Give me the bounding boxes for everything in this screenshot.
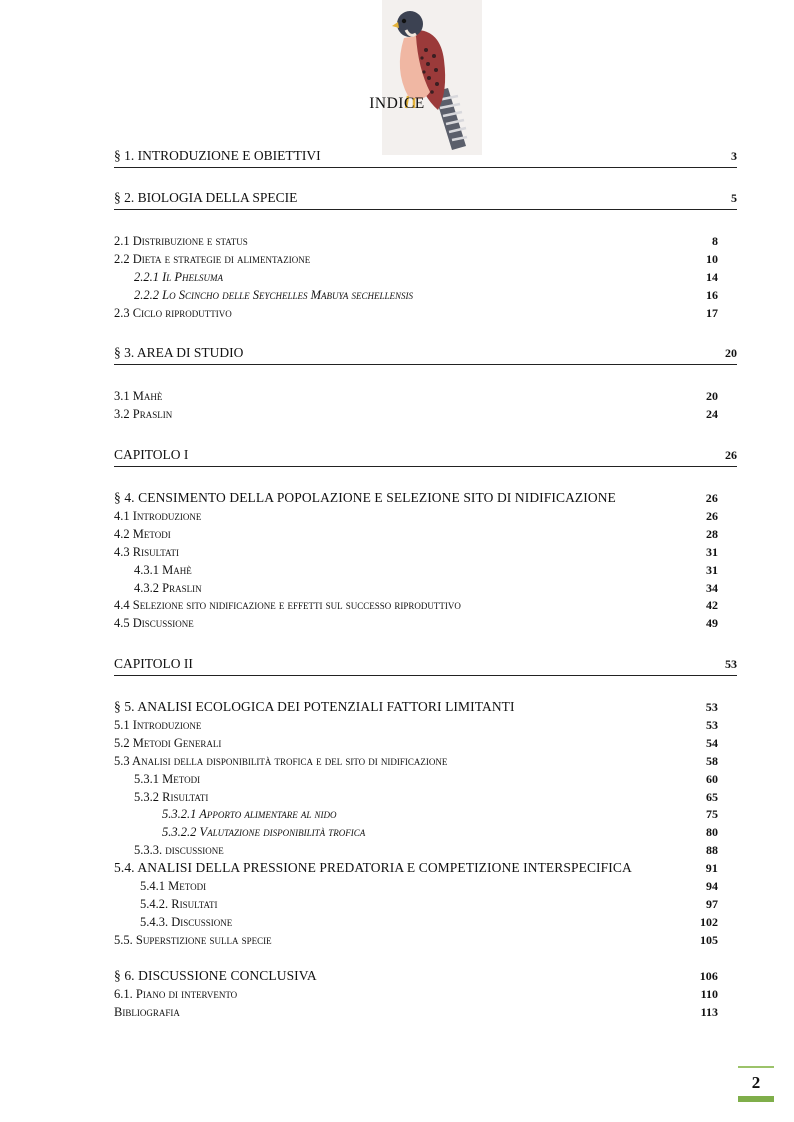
toc-entry-4-2[interactable]: 4.2 Metodi 28 <box>114 527 718 541</box>
toc-entry-5-4-2[interactable]: 5.4.2. Risultati 97 <box>140 897 718 911</box>
toc-entry-section-5[interactable]: § 5. ANALISI ECOLOGICA DEI POTENZIALI FATTORI LIMITANTI 53 <box>114 699 718 714</box>
toc-entry-bibliography[interactable]: Bibliografia 113 <box>114 1005 718 1019</box>
toc-entry-3-2[interactable]: 3.2 Praslin 24 <box>114 407 718 421</box>
toc-entry-5-2[interactable]: 5.2 Metodi Generali 54 <box>114 736 718 750</box>
toc-entry-3-1[interactable]: 3.1 Mahè 20 <box>114 389 718 403</box>
toc-entry-2-2-1[interactable]: 2.2.1 Il Phelsuma 14 <box>134 270 718 284</box>
toc-entry-2-1[interactable]: 2.1 Distribuzione e status 8 <box>114 234 718 248</box>
toc-entry-5-3-2[interactable]: 5.3.2 Risultati 65 <box>134 790 718 804</box>
toc-entry-2-2-2[interactable]: 2.2.2 Lo Scincho delle Seychelles Mabuya sechellensis 16 <box>134 288 718 302</box>
toc-entry-chapter-1[interactable]: CAPITOLO I 26 <box>114 446 737 467</box>
toc-entry-5-3-1[interactable]: 5.3.1 Metodi 60 <box>134 772 718 786</box>
toc-entry-4-4[interactable]: 4.4 Selezione sito nidificazione e effetti sul successo riproduttivo 42 <box>114 598 718 612</box>
toc-entry-5-4-1[interactable]: 5.4.1 Metodi 94 <box>140 879 718 893</box>
toc-entry-section-6[interactable]: § 6. DISCUSSIONE CONCLUSIVA 106 <box>114 968 718 983</box>
toc-entry-5-4[interactable]: 5.4. ANALISI DELLA PRESSIONE PREDATORIA E COMPETIZIONE INTERSPECIFICA 91 <box>114 860 718 875</box>
toc-entry-5-4-3[interactable]: 5.4.3. Discussione 102 <box>140 915 718 929</box>
toc-entry-section-3[interactable]: § 3. AREA DI STUDIO 20 <box>114 344 737 365</box>
toc-entry-section-2[interactable]: § 2. BIOLOGIA DELLA SPECIE 5 <box>114 189 737 210</box>
toc-entry-4-3-2[interactable]: 4.3.2 Praslin 34 <box>134 581 718 595</box>
toc-entry-4-3-1[interactable]: 4.3.1 Mahè 31 <box>134 563 718 577</box>
toc-entry-4-3[interactable]: 4.3 Risultati 31 <box>114 545 718 559</box>
toc-entry-5-5[interactable]: 5.5. Superstizione sulla specie 105 <box>114 933 718 947</box>
toc-entry-5-3-2-2[interactable]: 5.3.2.2 Valutazione disponibilità trofica 80 <box>162 825 718 839</box>
toc-entry-6-1[interactable]: 6.1. Piano di intervento 110 <box>114 987 718 1001</box>
page-title: INDICE <box>369 95 425 112</box>
toc-entry-section-1[interactable]: § 1. INTRODUZIONE E OBIETTIVI 3 <box>114 147 737 168</box>
toc-entry-4-1[interactable]: 4.1 Introduzione 26 <box>114 509 718 523</box>
toc-entry-4-5[interactable]: 4.5 Discussione 49 <box>114 616 718 630</box>
toc-entry-5-3[interactable]: 5.3 Analisi della disponibilità trofica e del sito di nidificazione 58 <box>114 754 718 768</box>
toc-entry-section-4[interactable]: § 4. CENSIMENTO DELLA POPOLAZIONE E SELEZIONE SITO DI NIDIFICAZIONE 26 <box>114 490 718 505</box>
toc-entry-2-2[interactable]: 2.2 Dieta e strategie di alimentazione 10 <box>114 252 718 266</box>
toc-entry-5-1[interactable]: 5.1 Introduzione 53 <box>114 718 718 732</box>
toc-entry-5-3-3[interactable]: 5.3.3. discussione 88 <box>134 843 718 857</box>
toc-entry-2-3[interactable]: 2.3 Ciclo riproduttivo 17 <box>114 306 718 320</box>
toc-entry-chapter-2[interactable]: CAPITOLO II 53 <box>114 655 737 676</box>
page-number: 2 <box>738 1066 774 1102</box>
toc-entry-5-3-2-1[interactable]: 5.3.2.1 Apporto alimentare al nido 75 <box>162 807 718 821</box>
